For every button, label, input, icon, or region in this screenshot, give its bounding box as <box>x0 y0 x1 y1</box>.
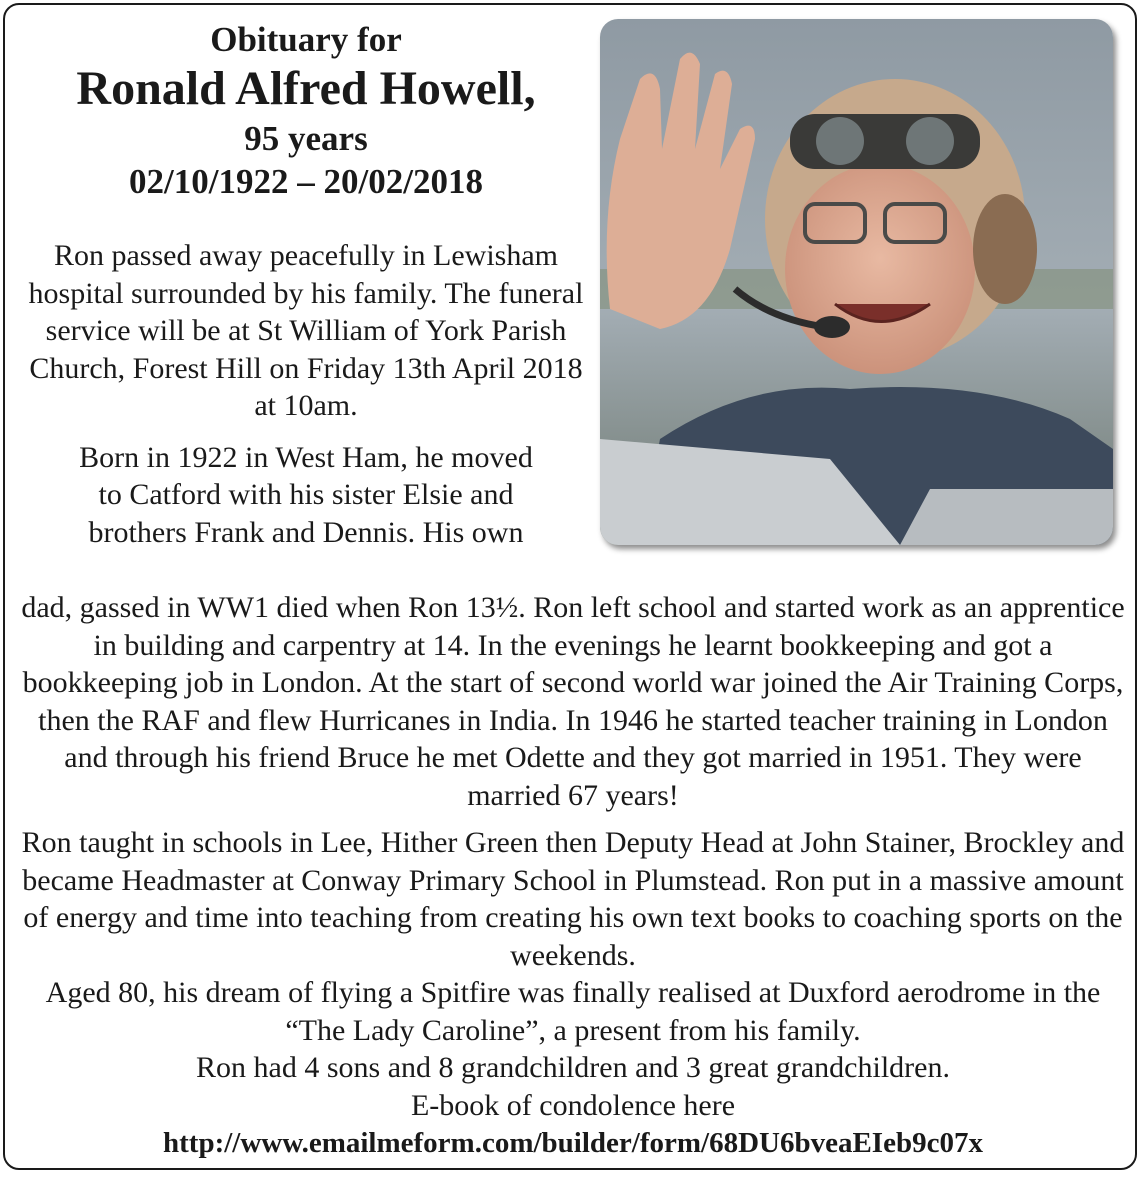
side-column <box>21 237 591 551</box>
condolence-link[interactable]: http://www.emailmeform.com/builder/form/68DU6bveaEIeb9c07x <box>163 1127 983 1159</box>
obituary-frame <box>3 3 1137 1170</box>
deceased-name: Ronald Alfred Howell, <box>76 62 536 115</box>
condolence-label: E-book of condolence here <box>410 1088 736 1122</box>
obituary-intro: Obituary for <box>210 20 402 59</box>
born-side-line-2: to Catford with his sister Elsie and <box>98 478 514 511</box>
born-side-line-3: brothers Frank and Dennis. His own <box>88 515 524 549</box>
obituary-header <box>21 19 591 203</box>
teaching-paragraph: Ron taught in schools in Lee, Hither Green then Deputy Head at John Stainer, Brockley and became Headmaster at Conway Primary School in Plumstead. Ron put in a massive amount of energy and time into teaching from creating his own text books to coaching sports on the weekends. <box>21 826 1125 972</box>
family-paragraph: Ron had 4 sons and 8 grandchildren and 3 great grandchildren. <box>196 1051 950 1084</box>
portrait-photo-icon <box>600 19 1113 545</box>
deceased-age: 95 years <box>244 119 368 158</box>
life-dates: 02/10/1922 – 20/02/2018 <box>129 162 483 201</box>
full-column <box>21 589 1125 1162</box>
passing-paragraph: Ron passed away peacefully in Lewisham hospital surrounded by his family. The funeral service will be at St William of York Parish Church, Forest Hill on Friday 13th April 2018 at 10am. <box>28 239 584 422</box>
spitfire-paragraph: Aged 80, his dream of flying a Spitfire was finally realised at Duxford aerodrome in the “The Lady Caroline”, a present from his family. <box>45 976 1101 1047</box>
born-side-line-1: Born in 1922 in West Ham, he moved <box>79 440 533 474</box>
born-paragraph-continued: dad, gassed in WW1 died when Ron 13½. Ron left school and started work as an apprentice in building and carpentry at 14. In the evenings he learnt bookkeeping and got a bookkeeping job in London. At the start of second world war joined the Air Training Corps, then the RAF and flew Hurricanes in India. In 1946 he started teacher training in London and through his friend Bruce he met Odette and they got married in 1951. They were married 67 years! <box>21 591 1125 812</box>
